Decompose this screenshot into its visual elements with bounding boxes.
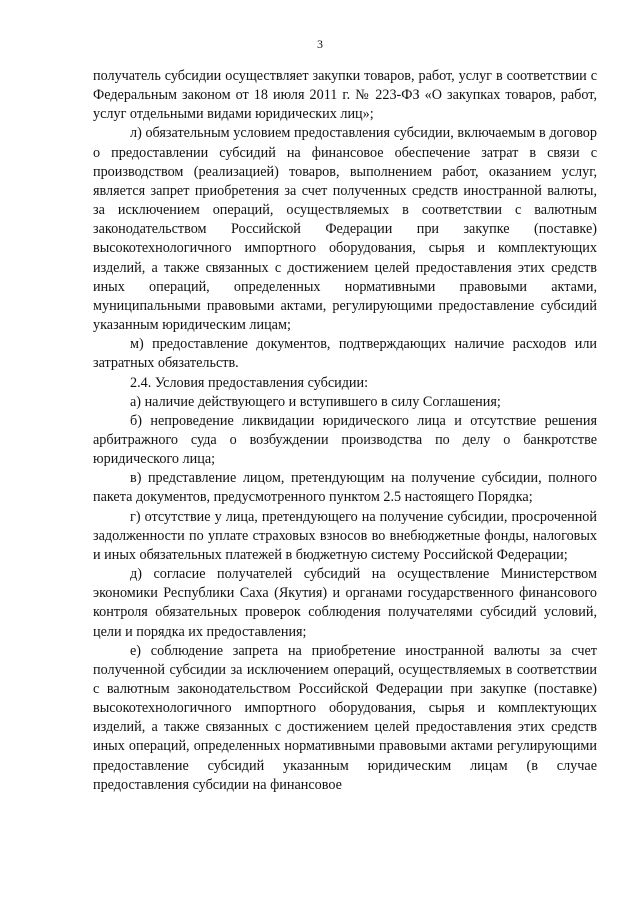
paragraph-item-e: е) соблюдение запрета на приобретение иностранной валюты за счет полученной субсидии за исключением операций, осуществляемых в соответствии с валютным законодательством Российской Федерации при закупке (поставке) высокотехнологичного импортного оборудования, сырья и комплектующих изделий, а также связанных с достижением целей предоставления этих средств иных операций, определенных нормативными правовыми актами регулирующими предоставление субсидий указанным юридическим лицам (в случае предоставления субсидии на финансовое [93, 642, 597, 793]
section-heading-2-4: 2.4. Условия предоставления субсидии: [130, 374, 369, 391]
paragraph-item-m: м) предоставление документов, подтверждающих наличие расходов или затратных обязательств. [93, 336, 597, 372]
paragraph-item-d: д) согласие получателей субсидий на осуществление Министерством экономики Республики Саха (Якутия) и органами государственного финансового контроля обязательных проверок соблюдения получателями субсидий условий, цели и порядка их предоставления; [93, 566, 597, 640]
paragraph-item-b: б) непроведение ликвидации юридического лица и отсутствие решения арбитражного суда о возбуждении производства по делу о банкротстве юридического лица; [93, 412, 597, 468]
paragraph-item-a: а) наличие действующего и вступившего в силу Соглашения; [130, 393, 501, 410]
page-number: 3 [317, 37, 323, 51]
paragraph-item-g: г) отсутствие у лица, претендующего на получение субсидии, просроченной задолженности по уплате страховых взносов во внебюджетные фонды, налоговых и иных обязательных платежей в бюджетную систему Российской Федерации; [93, 508, 597, 563]
paragraph-item-l: л) обязательным условием предоставления субсидии, включаемым в договор о предоставлении субсидий на финансовое обеспечение затрат в связи с производством (реализацией) товаров, выполнением работ, оказанием услуг, является запрет приобретения за счет полученных средств иностранной валюты, за исключением операций, осуществляемых в соответствии с валютным законодательством Российской Федерации при закупке (поставке) высокотехнологичного импортного оборудования, сырья и комплектующих изделий, а также связанных с достижением целей предоставления этих средств иных операций, определенных нормативными правовыми актами, муниципальными правовыми актами, регулирующими предоставление субсидий указанным юридическим лицам; [93, 125, 597, 334]
document-body [93, 67, 597, 795]
paragraph-continuation: получатель субсидии осуществляет закупки товаров, работ, услуг в соответствии с Федеральным законом от 18 июля 2011 г. № 223-ФЗ «О закупках товаров, работ, услуг отдельными видами юридических лиц»; [93, 68, 597, 123]
paragraph-item-v: в) представление лицом, претендующим на получение субсидии, полного пакета документов, предусмотренного пунктом 2.5 настоящего Порядка; [93, 470, 597, 506]
